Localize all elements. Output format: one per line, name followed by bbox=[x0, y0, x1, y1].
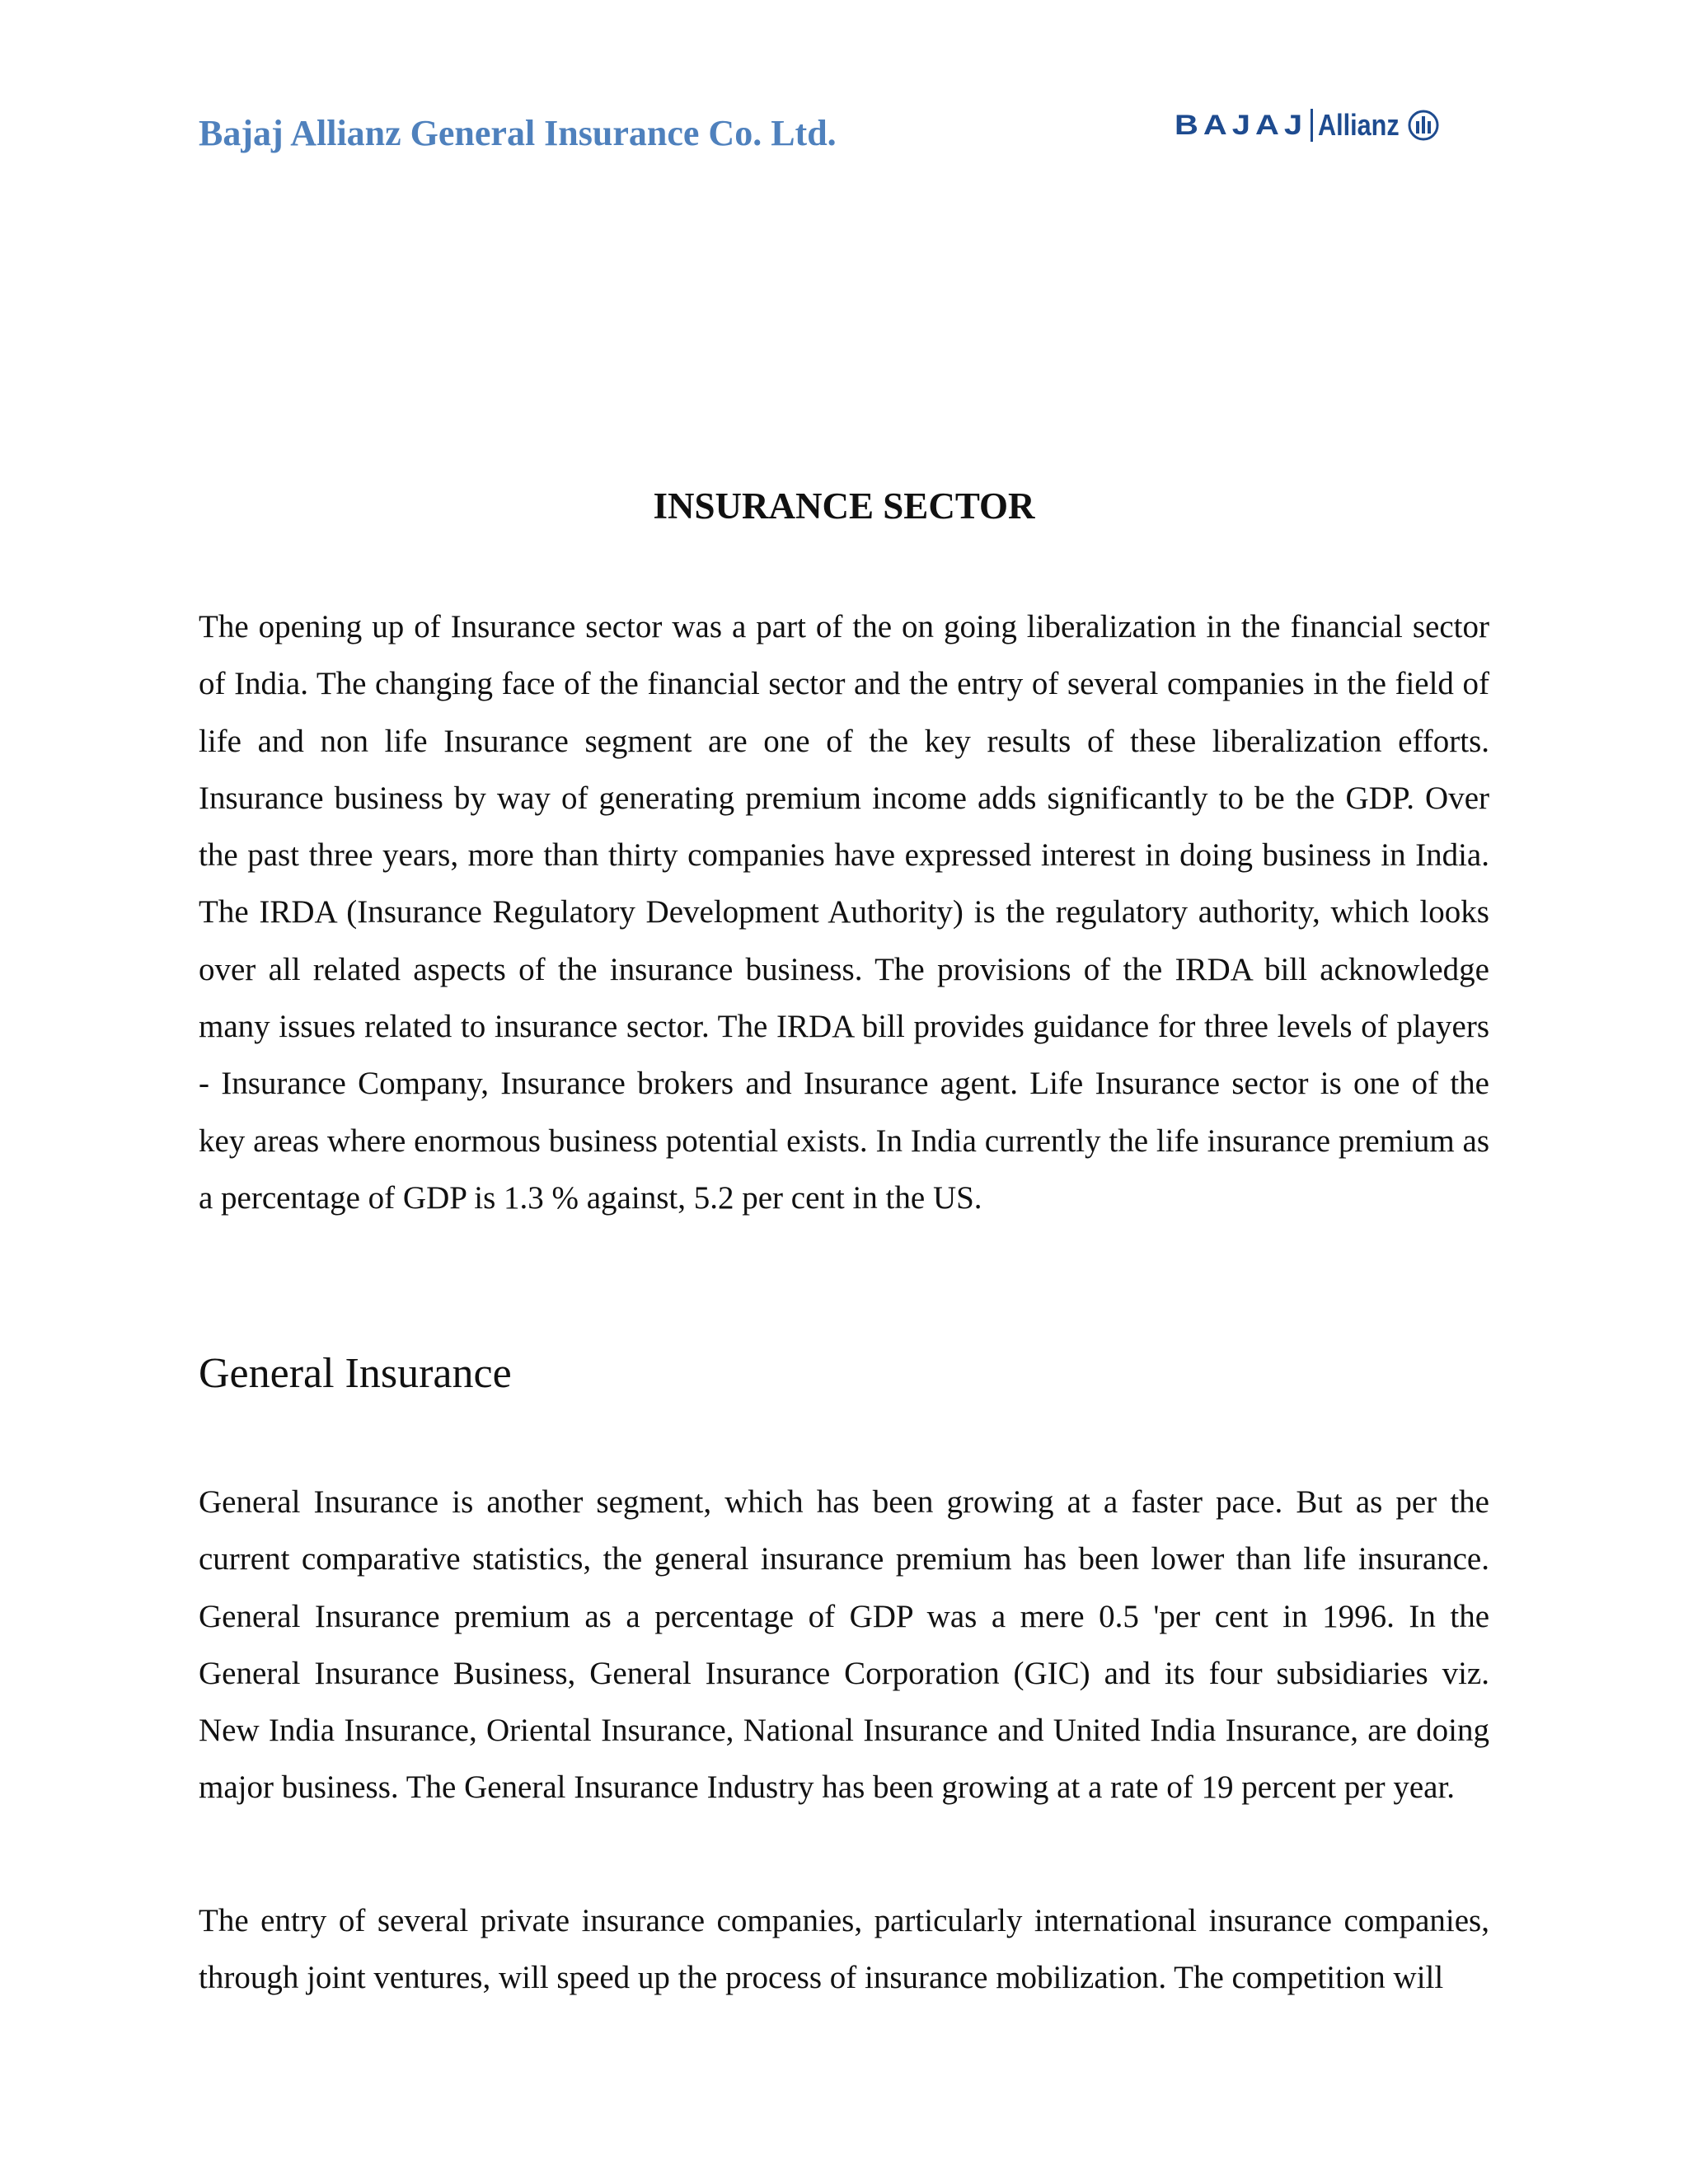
paragraph-private-entry: The entry of several private insurance companies, particularly international insurance companies, through joint ventures, will speed up the process of insurance mobilization. The competition will bbox=[199, 1903, 1489, 1996]
logo-separator bbox=[1311, 109, 1313, 142]
paragraph-insurance-sector: The opening up of Insurance sector was a part of the on going liberalization in the financial sector of India. The changing face of the financial sector and the entry of several companies in the field of life and non life Insurance segment are one of the key results of these liberalization efforts. Insurance business by way of generating premium income adds significantly to be the GDP. Over the past three years, more than thirty companies have expressed interest in doing business in India. The IRDA (Insurance Regulatory Development Authority) is the regulatory authority, which looks over all related aspects of the insurance business. The provisions of the IRDA bill acknowledge many issues related to insurance sector. The IRDA bill provides guidance for three levels of players - Insurance Company, Insurance brokers and Insurance agent. Life Insurance sector is one of the key areas where enormous business potential exists. In India currently the life insurance premium as a percentage of GDP is 1.3 % against, 5.2 per cent in the US. bbox=[199, 609, 1489, 1216]
logo-bajaj-text: BAJAJ bbox=[1175, 109, 1308, 141]
paragraph-general-insurance: General Insurance is another segment, which has been growing at a faster pace. But as per the current comparative statistics, the general insurance premium has been lower than life insurance. General Insurance premium as a percentage of GDP was a mere 0.5 'per cent in 1996. In the General Insurance Business, General Insurance Corporation (GIC) and its four subsidiaries viz. New India Insurance, Oriental Insurance, National Insurance and United India Insurance, are doing major business. The General Insurance Industry has been growing at a rate of 19 percent per year. bbox=[199, 1484, 1489, 1806]
section-title: INSURANCE SECTOR bbox=[653, 485, 1035, 527]
company-logo bbox=[1175, 104, 1440, 147]
subheading-general-insurance: General Insurance bbox=[199, 1350, 512, 1397]
header-company-name: Bajaj Allianz General Insurance Co. Ltd. bbox=[199, 113, 837, 153]
allianz-eagle-icon bbox=[1407, 109, 1440, 142]
logo-allianz-text: Allianz bbox=[1318, 108, 1400, 142]
